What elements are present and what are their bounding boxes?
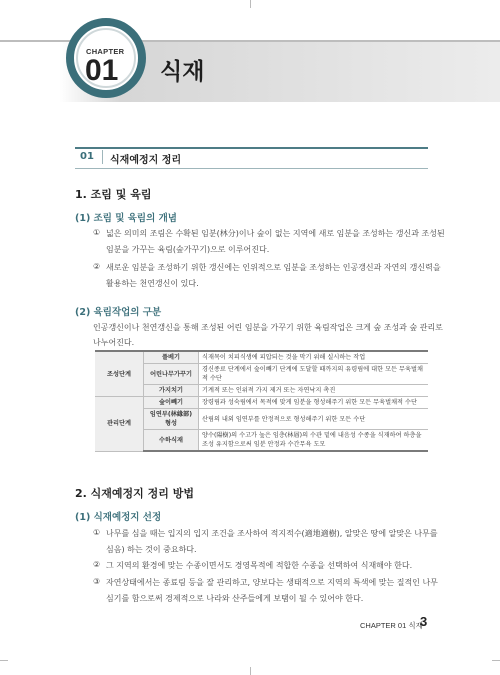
list-item-text: 새로운 임분을 조성하기 위한 갱신에는 인위적으로 임분을 조성하는 인공갱신과 자연의 갱신력을	[106, 263, 441, 272]
part1-sub1-heading: (1) 조림 및 육림의 개념	[75, 213, 177, 224]
table-row	[95, 364, 428, 385]
table-row-header: 임연부(林緣部) 형성	[144, 409, 199, 430]
section-divider	[102, 150, 103, 164]
part2-sub1-heading: (1) 식재예정지 선정	[75, 512, 162, 523]
table-row-header: 어린나무가꾸기	[144, 364, 199, 385]
table-cell-text: 산림의 내외 임연부를 안정적으로 형성해주기 위한 모든 수단	[202, 415, 366, 423]
list-marker: ③	[93, 577, 101, 586]
table-row-header: 가지치기	[144, 385, 199, 397]
table-group-cell: 조성단계	[95, 351, 144, 397]
chapter-number: 01	[85, 54, 119, 87]
crop-mark	[492, 660, 500, 661]
section-title: 식재예정지 정리	[110, 155, 182, 166]
list-marker: ①	[93, 528, 101, 537]
table-row-header: 수하식재	[144, 430, 199, 452]
page-number: 3	[420, 614, 428, 629]
paragraph-line: 나누어진다.	[93, 338, 135, 347]
table-cell-text: 식재목이 치피식생에 피압되는 것을 막기 위해 실시하는 작업	[202, 354, 366, 361]
table-cell-text: 양수(陽樹)의 수고가 높은 임층(林層)의 수관 밑에 내음성 수종을 식재하여 하층을	[202, 432, 422, 439]
table-row	[95, 409, 428, 430]
table-row	[95, 351, 428, 364]
list-marker: ②	[93, 262, 101, 271]
part1-heading: 1. 조림 및 육림	[75, 188, 152, 201]
table-cell	[199, 351, 429, 364]
silviculture-table	[95, 350, 428, 452]
table-cell-text: 경신종료 단계에서 숲이빼기 단계에 도달할 때까지의 유령림에 대한 모든 무육벌채	[202, 366, 423, 373]
list-item-text: 심기를 함으로써 경제적으로 나라와 산주들에게 보탬이 될 수 있어야 한다.	[106, 594, 364, 603]
table-cell-text: 적 수단	[202, 375, 222, 382]
table-cell	[199, 430, 429, 452]
table-cell	[199, 397, 429, 409]
table-row	[95, 397, 428, 409]
part1-sub2-heading: (2) 육림작업의 구분	[75, 307, 162, 318]
list-item-text: 활용하는 천연갱신이 있다.	[106, 279, 199, 288]
table-cell-text: 조성 유지함으로써 임분 안정과 수간무육 도모	[202, 441, 326, 448]
list-marker: ①	[93, 228, 101, 237]
chapter-label: CHAPTER	[86, 47, 125, 56]
section-number: 01	[80, 151, 94, 162]
table-group-cell: 관리단계	[95, 397, 144, 452]
table-cell-text: 장령림과 성숙림에서 목적에 맞게 임분을 형성해주기 위한 모든 무육벌채적 수단	[202, 399, 417, 406]
list-item-text: 나무를 심을 때는 입지의 입지 조건을 조사하여 적지적수(適地適樹), 알맞은 땅에 알맞은 나무를	[106, 529, 438, 538]
footer-chapter-label: CHAPTER 01 식재	[360, 621, 423, 630]
list-item-text: 심음) 하는 것이 중요하다.	[106, 545, 197, 554]
crop-mark	[0, 660, 8, 661]
list-item-text: 자연상태에서는 종료림 등을 잘 관리하고, 양보다는 생태적으로 지역의 특색에 맞는 질적인 나무	[106, 578, 438, 587]
table-row	[95, 385, 428, 397]
table-cell	[199, 409, 429, 430]
list-item-text: 넓은 의미의 조림은 수확된 임분(林分)이나 숲이 없는 지역에 새로 임분을 조성하는 갱신과 조성된	[106, 229, 445, 238]
table-cell	[199, 385, 429, 397]
table-cell-text: 기계적 또는 인위적 가지 제거 또는 자연낙지 촉진	[202, 387, 336, 394]
part2-heading: 2. 식재예정지 정리 방법	[75, 487, 194, 500]
list-item-text: 그 지역의 환경에 맞는 수종이면서도 경영목적에 적합한 수종을 선택하여 식재해야 한다.	[106, 561, 413, 570]
list-item-text: 임분을 가꾸는 육림(숲가꾸기)으로 이루어진다.	[106, 245, 270, 254]
table-cell	[199, 364, 429, 385]
crop-mark	[250, 0, 251, 8]
list-marker: ②	[93, 560, 101, 569]
table-row	[95, 430, 428, 452]
paragraph-line: 인공갱신이나 천연갱신을 통해 조성된 어린 임분을 가꾸기 위한 육림작업은 크게 숲 조성과 숲 관리로	[93, 323, 443, 332]
table-row-header: 숲이빼기	[144, 397, 199, 409]
table-row-header: 풀베기	[144, 351, 199, 364]
chapter-title: 식재	[160, 59, 205, 85]
crop-mark	[250, 667, 251, 675]
